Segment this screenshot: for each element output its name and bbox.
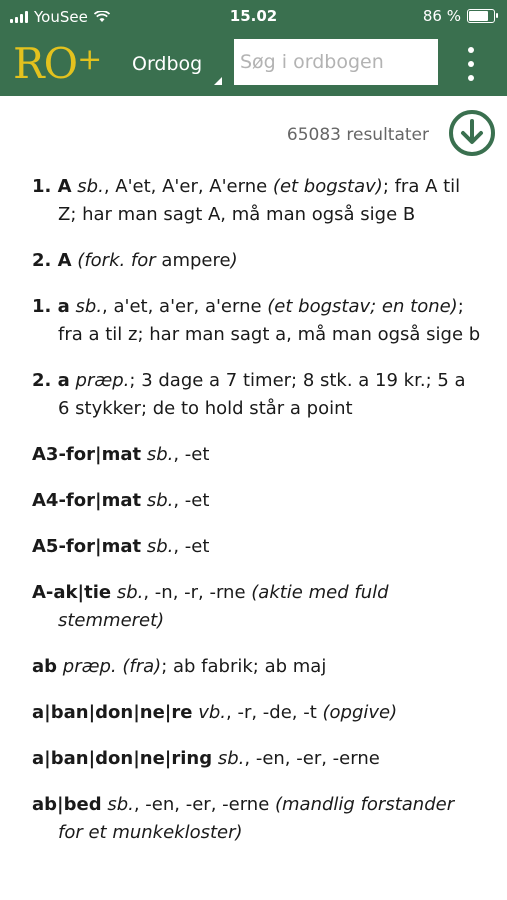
- entry-text: , -et: [173, 490, 210, 511]
- entry-note: (opgive): [322, 702, 398, 723]
- entry-word-class: sb.: [217, 748, 245, 769]
- list-item[interactable]: [32, 441, 482, 469]
- status-bar: [0, 0, 507, 34]
- list-item[interactable]: [32, 533, 482, 561]
- list-item[interactable]: [32, 745, 482, 773]
- entry-headword: A-ak|tie: [32, 582, 112, 603]
- status-time: 15.02: [229, 7, 278, 25]
- entry-text: , a'et, a'er, a'erne: [102, 296, 268, 317]
- entry-text: , -et: [173, 536, 210, 557]
- entry-note: (mandlig forstander for et munkekloster): [58, 794, 455, 843]
- status-right: [423, 7, 495, 25]
- dictionary-label: Ordbog: [132, 53, 203, 75]
- entry-text: , -en, -er, -erne: [133, 794, 275, 815]
- more-menu-icon[interactable]: [456, 44, 486, 84]
- entry-word-class: sb.: [146, 490, 174, 511]
- entry-word-class: sb.: [75, 296, 103, 317]
- entry-note: (fork. for: [77, 250, 156, 271]
- results-header: [0, 104, 507, 164]
- entry-word-class: vb.: [198, 702, 227, 723]
- entry-text: ; fra a til z; har man sagt a, må man også sige b: [58, 296, 481, 345]
- results-list: [32, 173, 482, 865]
- ro-plus-logo[interactable]: [13, 38, 101, 90]
- battery-fill: [469, 11, 488, 21]
- entry-headword: 2. A: [32, 250, 72, 271]
- entry-word-class: sb.: [146, 444, 174, 465]
- search-input[interactable]: [234, 39, 438, 85]
- list-item[interactable]: [32, 367, 482, 423]
- entry-text: ; fra A til Z; har man sagt A, må man også sige B: [58, 176, 461, 225]
- entry-text: ; 3 dage a 7 timer; 8 stk. a 19 kr.; 5 a 6 stykker; de to hold står a point: [58, 370, 466, 419]
- entry-note: (aktie med fuld stemmeret): [58, 582, 389, 631]
- app-bar: [0, 34, 507, 96]
- list-item[interactable]: [32, 653, 482, 681]
- entry-note: ): [230, 250, 238, 271]
- results-count: 65083 resultater: [286, 125, 429, 145]
- battery-icon: [467, 9, 495, 23]
- dictionary-selector[interactable]: [124, 49, 224, 87]
- entry-note: (fra): [122, 656, 162, 677]
- list-item[interactable]: [32, 293, 482, 349]
- entry-headword: a|ban|don|ne|re: [32, 702, 193, 723]
- entry-text: , A'et, A'er, A'erne: [103, 176, 273, 197]
- carrier-label: YouSee: [34, 8, 88, 26]
- entry-headword: A3-for|mat: [32, 444, 142, 465]
- list-item[interactable]: [32, 173, 482, 229]
- entry-word-class: sb.: [146, 536, 174, 557]
- battery-percent: 86 %: [422, 7, 461, 25]
- entry-headword: A4-for|mat: [32, 490, 142, 511]
- logo-plus: +: [77, 42, 102, 77]
- list-item[interactable]: [32, 579, 482, 635]
- entry-word-class: sb.: [77, 176, 104, 197]
- entry-word-class: præp.: [75, 370, 130, 391]
- entry-text: , -r, -de, -t: [226, 702, 323, 723]
- list-item[interactable]: [32, 699, 482, 727]
- entry-word-class: præp.: [62, 656, 117, 677]
- entry-headword: a|ban|don|ne|ring: [32, 748, 213, 769]
- entry-text: , -n, -r, -rne: [143, 582, 252, 603]
- entry-headword: 2. a: [32, 370, 70, 391]
- entry-text: ; ab fabrik; ab maj: [161, 656, 327, 677]
- entry-word-class: sb.: [107, 794, 134, 815]
- dropdown-corner-icon: [214, 77, 222, 85]
- list-item[interactable]: [32, 791, 482, 847]
- entry-headword: A5-for|mat: [32, 536, 142, 557]
- entry-word-class: sb.: [116, 582, 144, 603]
- entry-headword: ab: [32, 656, 58, 677]
- entry-headword: 1. a: [32, 296, 70, 317]
- entry-text: , -en, -er, -erne: [244, 748, 380, 769]
- entry-text: , -et: [173, 444, 210, 465]
- logo-text: RO: [13, 39, 78, 88]
- entry-headword: 1. A: [32, 176, 72, 197]
- download-circle-icon[interactable]: [448, 109, 496, 157]
- entry-note: (et bogstav; en tone): [267, 296, 458, 317]
- list-item[interactable]: [32, 247, 482, 275]
- entry-text: ampere: [155, 250, 231, 271]
- entry-note: (et bogstav): [272, 176, 383, 197]
- entry-headword: ab|bed: [32, 794, 102, 815]
- list-item[interactable]: [32, 487, 482, 515]
